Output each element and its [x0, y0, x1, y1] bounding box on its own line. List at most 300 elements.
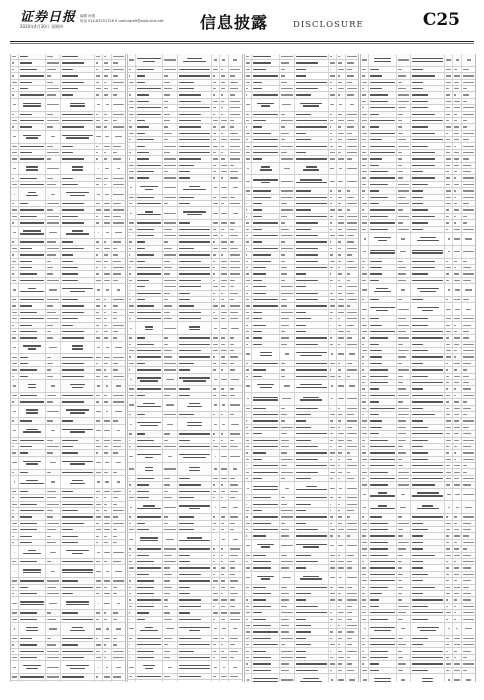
text-line-placeholder [446, 516, 448, 517]
table-cell [252, 99, 279, 111]
text-line-placeholder [330, 133, 332, 134]
text-line-placeholder [281, 181, 293, 182]
text-line-placeholder [261, 166, 270, 167]
table-cell [411, 386, 445, 391]
table-cell [128, 175, 136, 180]
text-line-placeholder [115, 232, 123, 233]
text-line-placeholder [454, 318, 460, 319]
text-line-placeholder [338, 644, 340, 645]
table-cell [453, 489, 462, 501]
table-cell [337, 80, 346, 85]
table-cell [229, 342, 242, 347]
table-cell [136, 546, 163, 551]
table-cell [229, 361, 242, 366]
text-line-placeholder [330, 497, 334, 498]
table-cell [337, 54, 346, 59]
text-line-placeholder [412, 433, 443, 434]
text-line-placeholder [446, 331, 451, 332]
text-line-placeholder [454, 299, 460, 300]
text-line-placeholder [12, 254, 14, 255]
text-line-placeholder [412, 75, 434, 76]
table-cell [163, 92, 178, 97]
table-cell [445, 521, 453, 526]
text-line-placeholder [338, 267, 340, 268]
table-cell [112, 131, 125, 143]
table-cell [369, 406, 396, 411]
table-cell [411, 207, 445, 212]
text-line-placeholder [230, 548, 241, 549]
table-cell [61, 220, 95, 225]
table-row [11, 284, 125, 297]
table-cell [411, 284, 445, 296]
text-line-placeholder [213, 312, 215, 313]
table-cell [397, 501, 412, 513]
text-line-placeholder [370, 216, 387, 217]
table-cell [346, 278, 359, 283]
text-line-placeholder [281, 82, 287, 83]
table-cell [295, 54, 329, 59]
table-cell [252, 521, 279, 526]
text-line-placeholder [221, 414, 223, 415]
text-line-placeholder [221, 328, 227, 329]
table-cell [112, 73, 125, 78]
table-cell [46, 610, 61, 615]
table-cell [11, 406, 19, 418]
table-cell [220, 182, 229, 194]
table-cell [369, 342, 396, 347]
table-cell [329, 246, 337, 251]
table-cell [245, 648, 253, 653]
table-cell [361, 54, 369, 66]
text-line-placeholder [446, 152, 450, 153]
table-cell [445, 438, 453, 443]
table-cell [397, 284, 412, 296]
table-cell [212, 386, 220, 391]
table-cell [361, 214, 369, 219]
text-line-placeholder [370, 107, 394, 108]
table-cell [163, 182, 178, 194]
text-line-placeholder [129, 567, 134, 568]
text-line-placeholder [330, 504, 332, 505]
table-cell [19, 367, 46, 372]
table-cell [252, 501, 279, 506]
text-line-placeholder [339, 577, 342, 578]
text-line-placeholder [221, 187, 227, 188]
table-cell [19, 521, 46, 526]
table-cell [295, 661, 329, 666]
text-line-placeholder [164, 88, 172, 89]
text-line-placeholder [281, 478, 285, 479]
text-line-placeholder [370, 325, 382, 326]
text-line-placeholder [246, 516, 248, 517]
table-cell [346, 80, 359, 85]
table-cell [103, 527, 112, 532]
table-cell [103, 297, 112, 302]
table-cell [411, 322, 445, 327]
text-line-placeholder [338, 344, 340, 345]
table-cell [453, 278, 462, 283]
table-cell [445, 406, 453, 411]
text-line-placeholder [26, 463, 38, 464]
text-line-placeholder [221, 75, 225, 76]
text-line-placeholder [116, 628, 121, 629]
text-line-placeholder [104, 395, 107, 396]
text-line-placeholder [164, 114, 170, 115]
text-line-placeholder [104, 363, 108, 364]
text-line-placeholder [446, 88, 448, 89]
text-line-placeholder [454, 126, 458, 127]
text-line-placeholder [129, 235, 131, 236]
table-cell [19, 597, 46, 609]
text-line-placeholder [347, 139, 358, 140]
table-cell [245, 623, 253, 628]
text-line-placeholder [129, 644, 131, 645]
text-line-placeholder [47, 446, 59, 447]
text-line-placeholder [412, 126, 428, 127]
table-cell [329, 118, 337, 123]
text-line-placeholder [137, 69, 154, 70]
table-cell [11, 585, 19, 590]
table-cell [411, 297, 445, 302]
text-line-placeholder [12, 331, 16, 332]
table-cell [112, 99, 125, 111]
table-cell [369, 412, 396, 417]
text-line-placeholder [338, 465, 340, 466]
text-line-placeholder [246, 299, 250, 300]
text-line-placeholder [463, 459, 474, 460]
table-cell [11, 521, 19, 526]
table-cell [361, 303, 369, 315]
text-line-placeholder [129, 248, 131, 249]
table-cell [245, 227, 253, 232]
table-cell [103, 438, 112, 443]
text-line-placeholder [246, 385, 250, 386]
table-cell [178, 163, 212, 168]
table-cell [453, 86, 462, 91]
table-cell [411, 150, 445, 155]
text-line-placeholder [463, 446, 471, 447]
table-cell [280, 112, 295, 117]
text-line-placeholder [164, 644, 168, 645]
table-cell [61, 297, 95, 302]
text-line-placeholder [463, 107, 474, 108]
text-line-placeholder [363, 251, 365, 252]
table-cell [220, 578, 229, 583]
text-line-placeholder [221, 580, 225, 581]
text-line-placeholder [296, 663, 327, 664]
text-line-placeholder [129, 446, 131, 447]
table-cell [280, 572, 295, 584]
text-line-placeholder [233, 468, 237, 469]
text-line-placeholder [347, 152, 358, 153]
table-cell [295, 220, 329, 225]
table-cell [163, 412, 178, 417]
table-cell [346, 444, 359, 449]
text-line-placeholder [330, 625, 332, 626]
table-cell [329, 322, 337, 327]
text-line-placeholder [330, 305, 335, 306]
table-cell [295, 60, 329, 65]
table-cell [453, 131, 462, 136]
table-cell [361, 463, 369, 468]
table-cell [136, 169, 163, 174]
text-line-placeholder [246, 203, 248, 204]
text-line-placeholder [104, 580, 110, 581]
text-line-placeholder [115, 347, 123, 348]
table-cell [19, 406, 46, 418]
text-line-placeholder [463, 101, 467, 102]
table-cell [453, 105, 462, 110]
text-line-placeholder [330, 104, 334, 105]
text-line-placeholder [12, 491, 16, 492]
table-cell [295, 629, 329, 634]
table-cell [103, 335, 112, 340]
text-line-placeholder [253, 408, 265, 409]
text-line-placeholder [113, 178, 124, 179]
text-line-placeholder [26, 429, 38, 430]
text-line-placeholder [62, 331, 84, 332]
text-line-placeholder [230, 114, 241, 115]
text-line-placeholder [281, 679, 293, 680]
table-cell [163, 591, 178, 596]
text-line-placeholder [168, 667, 172, 668]
text-line-placeholder [47, 369, 51, 370]
table-cell [220, 412, 229, 417]
table-cell [361, 354, 369, 359]
text-line-placeholder [398, 152, 402, 153]
table-cell [229, 495, 242, 500]
text-line-placeholder [246, 337, 250, 338]
table-cell [163, 367, 178, 372]
text-line-placeholder [398, 331, 406, 332]
table-cell [453, 163, 462, 168]
text-line-placeholder [213, 369, 217, 370]
text-line-placeholder [137, 273, 161, 274]
text-line-placeholder [412, 459, 428, 460]
table-cell [11, 380, 19, 392]
text-line-placeholder [96, 273, 98, 274]
table-cell [346, 438, 359, 443]
table-cell [220, 572, 229, 577]
table-cell [397, 329, 412, 334]
table-cell [95, 661, 103, 673]
table-cell [361, 188, 369, 193]
text-line-placeholder [98, 603, 100, 604]
table-cell [295, 425, 329, 430]
text-line-placeholder [20, 420, 32, 421]
table-cell [103, 92, 112, 97]
text-line-placeholder [446, 309, 451, 310]
text-line-placeholder [330, 478, 334, 479]
text-line-placeholder [446, 120, 448, 121]
table-cell [136, 316, 163, 321]
table-cell [346, 501, 359, 506]
table-cell [361, 163, 369, 168]
text-line-placeholder [47, 542, 55, 543]
text-line-placeholder [164, 491, 168, 492]
text-line-placeholder [338, 293, 342, 294]
table-cell [229, 259, 242, 264]
text-line-placeholder [96, 561, 100, 562]
table-cell [445, 278, 453, 283]
text-line-placeholder [129, 126, 133, 127]
text-line-placeholder [246, 104, 250, 105]
table-cell [163, 636, 178, 641]
text-line-placeholder [463, 229, 474, 230]
text-line-placeholder [221, 177, 223, 178]
table-cell [280, 80, 295, 85]
text-line-placeholder [281, 114, 285, 115]
table-cell [103, 284, 112, 296]
table-cell [178, 291, 212, 296]
table-cell [245, 597, 253, 602]
text-line-placeholder [213, 676, 217, 677]
text-line-placeholder [12, 644, 14, 645]
table-cell [212, 239, 220, 244]
text-line-placeholder [281, 273, 287, 274]
table-cell [19, 649, 46, 654]
text-line-placeholder [347, 376, 351, 377]
table-cell [229, 623, 242, 635]
text-line-placeholder [281, 587, 287, 588]
table-cell [397, 316, 412, 321]
table-cell [178, 450, 212, 462]
table-cell [369, 374, 396, 379]
text-line-placeholder [246, 241, 250, 242]
table-cell [178, 655, 212, 660]
table-cell [369, 124, 396, 129]
text-line-placeholder [230, 484, 238, 485]
text-line-placeholder [370, 75, 382, 76]
text-line-placeholder [463, 440, 474, 441]
table-cell [252, 124, 279, 129]
text-line-placeholder [62, 376, 84, 377]
text-line-placeholder [446, 401, 448, 402]
text-line-placeholder [246, 529, 248, 530]
table-cell [295, 559, 329, 564]
text-line-placeholder [179, 350, 201, 351]
text-line-placeholder [230, 644, 235, 645]
table-cell [361, 412, 369, 417]
text-line-placeholder [12, 580, 17, 581]
text-line-placeholder [412, 495, 443, 496]
text-line-placeholder [338, 280, 340, 281]
table-cell [220, 86, 229, 91]
table-cell [361, 265, 369, 270]
table-cell [397, 367, 412, 372]
table-cell [411, 476, 445, 481]
table-cell [46, 457, 61, 469]
table-cell [61, 86, 95, 91]
table-cell [369, 259, 396, 264]
text-line-placeholder [137, 120, 146, 121]
text-line-placeholder [454, 107, 460, 108]
text-line-placeholder [338, 82, 342, 83]
text-line-placeholder [330, 82, 332, 83]
table-cell [163, 604, 178, 609]
text-line-placeholder [446, 139, 450, 140]
table-cell [128, 112, 136, 117]
table-cell [112, 354, 125, 359]
text-line-placeholder [296, 305, 327, 306]
table-cell [397, 99, 412, 104]
table-cell [252, 597, 279, 602]
text-line-placeholder [12, 497, 14, 498]
text-line-placeholder [47, 593, 59, 594]
text-line-placeholder [412, 465, 443, 466]
text-line-placeholder [338, 638, 342, 639]
text-line-placeholder [129, 468, 134, 469]
text-line-placeholder [253, 420, 277, 421]
text-line-placeholder [129, 312, 134, 313]
text-line-placeholder [260, 169, 272, 170]
table-cell [295, 252, 329, 257]
text-line-placeholder [253, 459, 262, 460]
table-cell [252, 361, 279, 366]
table-cell [252, 527, 279, 532]
text-line-placeholder [454, 408, 460, 409]
table-cell [337, 92, 346, 97]
text-line-placeholder [96, 644, 101, 645]
text-line-placeholder [113, 194, 124, 195]
text-line-placeholder [164, 305, 172, 306]
table-cell [212, 450, 220, 462]
text-line-placeholder [362, 197, 364, 198]
text-line-placeholder [253, 203, 262, 204]
table-cell [280, 393, 295, 405]
text-line-placeholder [446, 59, 451, 60]
text-line-placeholder [137, 299, 146, 300]
text-line-placeholder [454, 133, 458, 134]
table-cell [61, 207, 95, 212]
table-cell [220, 246, 229, 251]
text-line-placeholder [221, 612, 227, 613]
text-line-placeholder [20, 267, 32, 268]
text-line-placeholder [257, 576, 274, 577]
table-cell [361, 406, 369, 411]
table-cell [163, 271, 178, 276]
text-line-placeholder [370, 452, 394, 453]
text-line-placeholder [20, 318, 44, 319]
text-line-placeholder [70, 384, 86, 385]
table-cell [369, 514, 396, 519]
text-line-placeholder [398, 280, 406, 281]
table-cell [212, 73, 220, 78]
table-cell [46, 585, 61, 590]
table-cell [453, 406, 462, 411]
table-cell [19, 585, 46, 590]
table-cell [163, 284, 178, 289]
table-cell [136, 374, 163, 386]
table-cell [361, 131, 369, 136]
table-cell [46, 425, 61, 437]
table-cell [369, 361, 396, 366]
text-line-placeholder [213, 286, 218, 287]
table-cell [11, 444, 19, 449]
text-line-placeholder [213, 484, 215, 485]
table-cell [61, 565, 95, 577]
table-row [128, 418, 242, 431]
text-line-placeholder [376, 310, 388, 311]
table-cell [369, 399, 396, 404]
table-cell [453, 80, 462, 85]
table-cell [369, 175, 396, 180]
text-line-placeholder [129, 404, 134, 405]
text-line-placeholder [47, 472, 51, 473]
text-line-placeholder [246, 190, 251, 191]
table-cell [295, 668, 329, 673]
text-line-placeholder [454, 139, 458, 140]
